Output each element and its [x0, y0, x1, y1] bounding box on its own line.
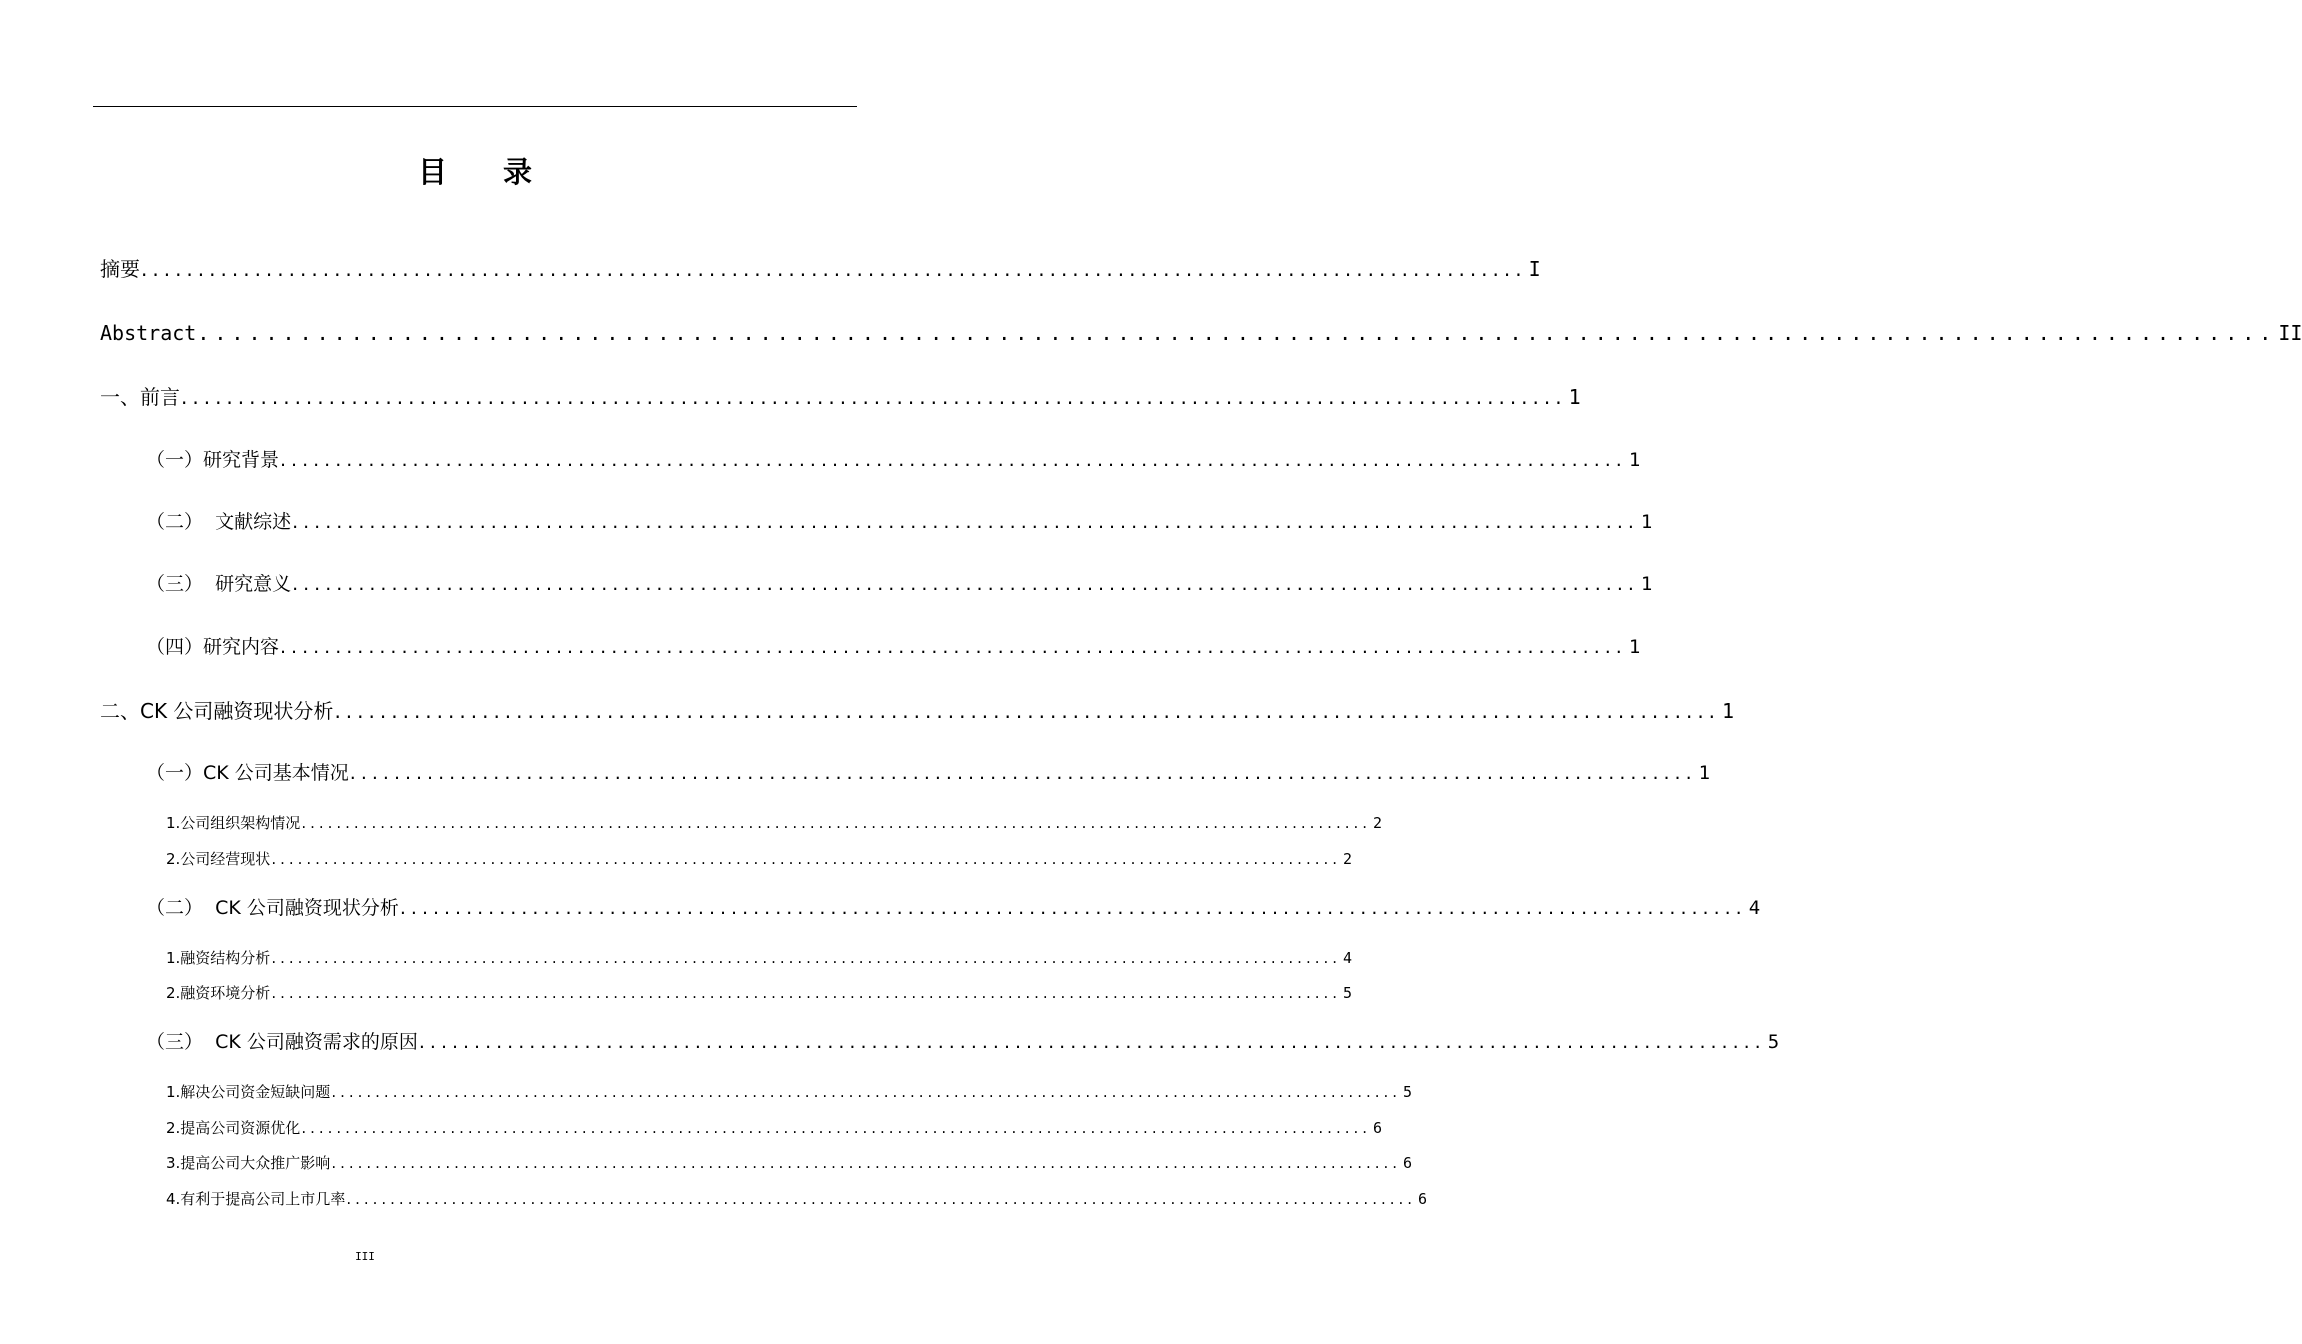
toc-entry-section-1-1[interactable]	[146, 449, 1641, 471]
toc-entry-page: 6	[1373, 1119, 1383, 1137]
toc-leader-dots: ..........................................................................................................................	[271, 850, 1342, 868]
toc-entry-page: 6	[1403, 1154, 1413, 1172]
toc-entry-label: （三） 研究意义	[146, 573, 292, 595]
toc-entry-label: （二） 文献综述	[146, 511, 292, 533]
toc-entry-label: （一）CK 公司基本情况	[146, 762, 349, 784]
toc-entry-subsection-2-3-2[interactable]	[166, 1119, 1383, 1137]
toc-title-char-2: 录	[503, 155, 533, 189]
toc-leader-dots: ..........................................................................................................................	[280, 636, 1627, 658]
toc-entry-page: 2	[1373, 814, 1383, 832]
toc-entry-section-2-2[interactable]	[146, 897, 1761, 919]
toc-entry-label: （四）研究内容	[146, 636, 280, 658]
toc-entry-section-1-4[interactable]	[146, 636, 1641, 658]
toc-leader-dots: ..........................................................................................................................	[181, 385, 1567, 409]
toc-entry-label: 1.解决公司资金短缺问题	[166, 1083, 331, 1101]
toc-entry-page: 4	[1343, 949, 1353, 967]
toc-title	[0, 152, 950, 192]
toc-entry-label: 2.融资环境分析	[166, 984, 271, 1002]
toc-leader-dots: ..........................................................................................................................	[271, 949, 1342, 967]
toc-entry-label: 1.融资结构分析	[166, 949, 271, 967]
toc-entry-page: 5	[1403, 1083, 1413, 1101]
toc-leader-dots: ..........................................................................................................................	[141, 257, 1527, 281]
toc-entry-label: 2.公司经营现状	[166, 850, 271, 868]
toc-entry-subsection-2-3-1[interactable]	[166, 1083, 1413, 1101]
toc-leader-dots: ..........................................................................................................................	[301, 1119, 1372, 1137]
toc-entry-page: 1	[1640, 573, 1653, 595]
toc-entry-chapter-1[interactable]	[100, 385, 1581, 409]
toc-entry-page: I	[1528, 257, 1541, 281]
toc-leader-dots: ..........................................................................................................................	[334, 699, 1721, 723]
toc-entry-page: 5	[1767, 1031, 1780, 1053]
toc-leader-dots: ..........................................................................................................................	[418, 1031, 1766, 1053]
toc-entry-page: 2	[1343, 850, 1353, 868]
toc-leader-dots: ..........................................................................................................................	[331, 1154, 1402, 1172]
toc-entry-label: 二、CK 公司融资现状分析	[100, 699, 334, 723]
toc-entry-page: 1	[1698, 762, 1711, 784]
toc-entry-section-1-2[interactable]	[146, 511, 1653, 533]
toc-entry-page: 4	[1748, 897, 1761, 919]
toc-entry-chapter-2[interactable]	[100, 699, 1735, 723]
toc-entry-label: （二） CK 公司融资现状分析	[146, 897, 399, 919]
toc-entry-subsection-2-3-3[interactable]	[166, 1154, 1413, 1172]
footer-page-number: III	[355, 1250, 375, 1263]
toc-entry-label: Abstract	[100, 321, 197, 345]
toc-entry-subsection-2-1-1[interactable]	[166, 814, 1383, 832]
toc-entry-page: 1	[1568, 385, 1581, 409]
toc-entry-label: 一、前言	[100, 385, 180, 409]
toc-title-char-1: 目	[417, 155, 447, 189]
toc-entry-page: 1	[1628, 636, 1641, 658]
toc-entry-section-2-1[interactable]	[146, 762, 1711, 784]
toc-entry-subsection-2-3-4[interactable]	[166, 1190, 1428, 1208]
toc-entry-label: 1.公司组织架构情况	[166, 814, 301, 832]
toc-leader-dots: ..........................................................................................................................	[271, 984, 1342, 1002]
toc-entry-label: 2.提高公司资源优化	[166, 1119, 301, 1137]
toc-entry-page: 1	[1722, 699, 1735, 723]
toc-entry-label: 4.有利于提高公司上市几率	[166, 1190, 346, 1208]
header-rule	[93, 106, 857, 107]
toc-leader-dots: ..........................................................................................................................	[292, 573, 1639, 595]
toc-entry-section-2-3[interactable]	[146, 1031, 1780, 1053]
toc-entry-subsection-2-2-1[interactable]	[166, 949, 1353, 967]
toc-leader-dots: ..........................................................................................................................	[301, 814, 1372, 832]
toc-entry-label: 3.提高公司大众推广影响	[166, 1154, 331, 1172]
toc-entry-label: 摘要	[100, 257, 140, 281]
toc-entry-abstract-en[interactable]	[100, 321, 2302, 345]
toc-leader-dots: ..........................................................................................................................	[280, 449, 1627, 471]
toc-entry-subsection-2-2-2[interactable]	[166, 984, 1353, 1002]
toc-leader-dots: ..........................................................................................................................	[331, 1083, 1402, 1101]
toc-entry-page: 6	[1418, 1190, 1428, 1208]
toc-entry-abstract-cn[interactable]	[100, 257, 1541, 281]
toc-entry-page: 1	[1640, 511, 1653, 533]
toc-leader-dots: ..........................................................................................................................	[349, 762, 1697, 784]
toc-leader-dots: ..........................................................................................................................	[197, 321, 2277, 345]
toc-leader-dots: ..........................................................................................................................	[399, 897, 1747, 919]
toc-entry-page: 1	[1628, 449, 1641, 471]
toc-entry-subsection-2-1-2[interactable]	[166, 850, 1353, 868]
toc-leader-dots: ..........................................................................................................................	[346, 1190, 1417, 1208]
toc-entry-page: 5	[1343, 984, 1353, 1002]
toc-entry-label: （三） CK 公司融资需求的原因	[146, 1031, 418, 1053]
toc-leader-dots: ..........................................................................................................................	[292, 511, 1639, 533]
toc-entry-section-1-3[interactable]	[146, 573, 1653, 595]
toc-entry-page: II	[2278, 321, 2302, 345]
toc-entry-label: （一）研究背景	[146, 449, 280, 471]
